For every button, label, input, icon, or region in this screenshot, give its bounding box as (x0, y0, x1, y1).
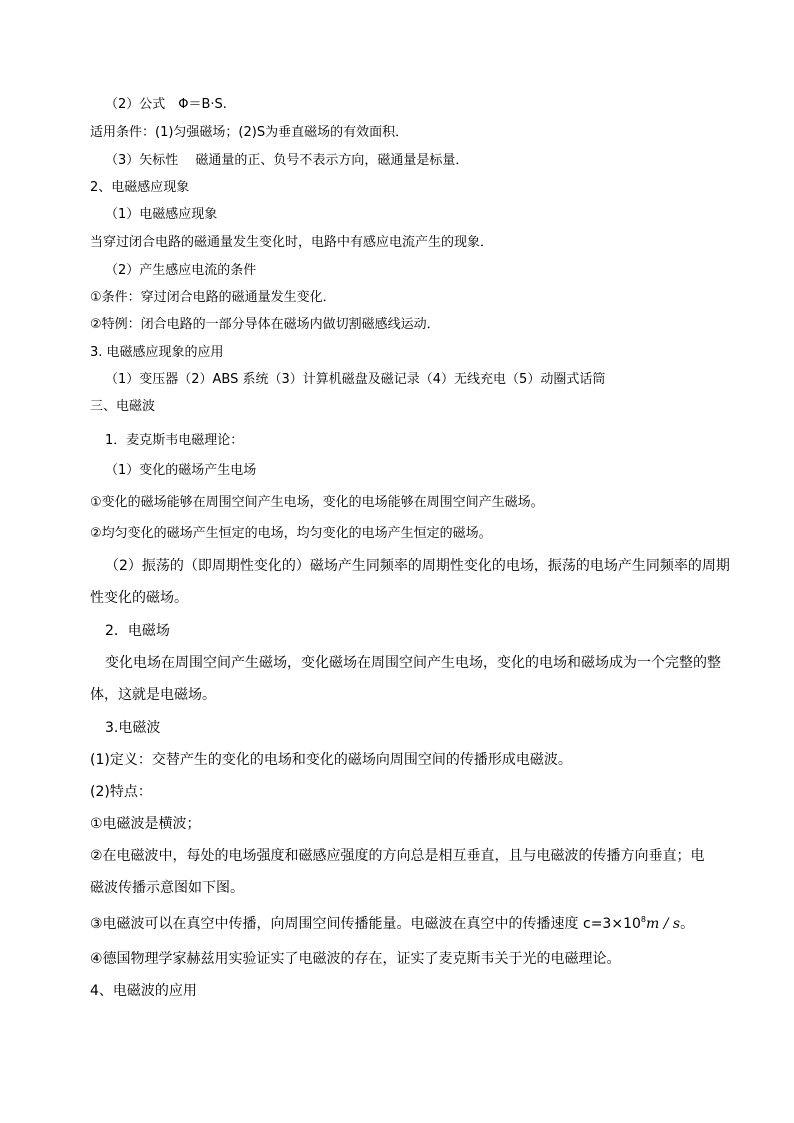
applications-list-line: （1）变压器（2）ABS 系统（3）计算机磁盘及磁记录（4）无线充电（5）动圈式话筒 (105, 372, 606, 387)
definition-line: 当穿过闭合电路的磁通量发生变化时，电路中有感应电流产生的现象． (90, 235, 494, 250)
feature-3-line (90, 917, 694, 931)
sentence-end: 。 (680, 916, 695, 932)
definition-em-wave-line: (1)定义：交替产生的变化的电场和变化的磁场向周围空间的传播形成电磁波。 (90, 752, 572, 768)
subheading-induced-current-conditions: （2）产生感应电流的条件 (105, 263, 257, 278)
subheading-em-induction-phenomenon: （1）电磁感应现象 (105, 207, 218, 222)
point-changing-magnetic-field: （1）变化的磁场产生电场 (105, 463, 257, 478)
em-field-line-1: 变化电场在周围空间产生磁场，变化磁场在周围空间产生电场，变化的电场和磁场成为一个完整的整 (105, 655, 721, 671)
em-field-line-2: 体，这就是电磁场。 (90, 687, 216, 703)
vector-scalar-line: （3）矢标性 磁通量的正、负号不表示方向，磁通量是标量． (105, 153, 469, 168)
subheading-maxwell-theory: 1．麦克斯韦电磁理论： (105, 433, 244, 448)
section-heading-em-induction: 2、电磁感应现象 (90, 180, 190, 195)
speed-unit: m / s (645, 916, 681, 932)
formula-line: （2）公式 Φ＝B·S. (105, 97, 227, 112)
special-case-line: ②特例：闭合电路的一部分导体在磁场内做切割磁感线运动． (90, 317, 440, 332)
point-1-line: ①变化的磁场能够在周围空间产生电场，变化的电场能够在周围空间产生磁场。 (90, 495, 544, 510)
applicable-conditions-line: 适用条件：(1)匀强磁场；(2)S为垂直磁场的有效面积． (90, 125, 409, 140)
feature-3-text: ③电磁波可以在真空中传播，向周围空间传播能量。电磁波在真空中的传播速度 c=3×10 (90, 916, 641, 932)
subheading-em-field: 2．电磁场 (105, 623, 170, 639)
point-2-line: ②均匀变化的磁场产生恒定的电场，均匀变化的电场产生恒定的磁场。 (90, 526, 492, 541)
condition-line: ①条件：穿过闭合电路的磁通量发生变化． (90, 290, 336, 305)
oscillation-line-1: （2）振荡的（即周期性变化的）磁场产生同频率的周期性变化的电场，振荡的电场产生同频率的周期 (105, 558, 730, 574)
feature-2-line-1: ②在电磁波中，每处的电场强度和磁感应强度的方向总是相互垂直，且与电磁波的传播方向垂直；电 (90, 848, 705, 864)
exponent: 8 (640, 915, 646, 924)
subheading-em-wave: 3.电磁波 (105, 720, 161, 736)
oscillation-line-2: 性变化的磁场。 (90, 590, 188, 606)
feature-4-line: ④德国物理学家赫兹用实验证实了电磁波的存在，证实了麦克斯韦关于光的电磁理论。 (90, 951, 621, 967)
feature-2-line-2: 磁波传播示意图如下图。 (90, 880, 244, 896)
section-heading-em-waves: 三、电磁波 (90, 399, 156, 414)
features-heading: (2)特点： (90, 784, 152, 800)
section-heading-applications: 3. 电磁感应现象的应用 (90, 345, 224, 360)
section-heading-em-wave-applications: 4、电磁波的应用 (90, 983, 197, 999)
feature-1-line: ①电磁波是横波； (90, 816, 201, 832)
